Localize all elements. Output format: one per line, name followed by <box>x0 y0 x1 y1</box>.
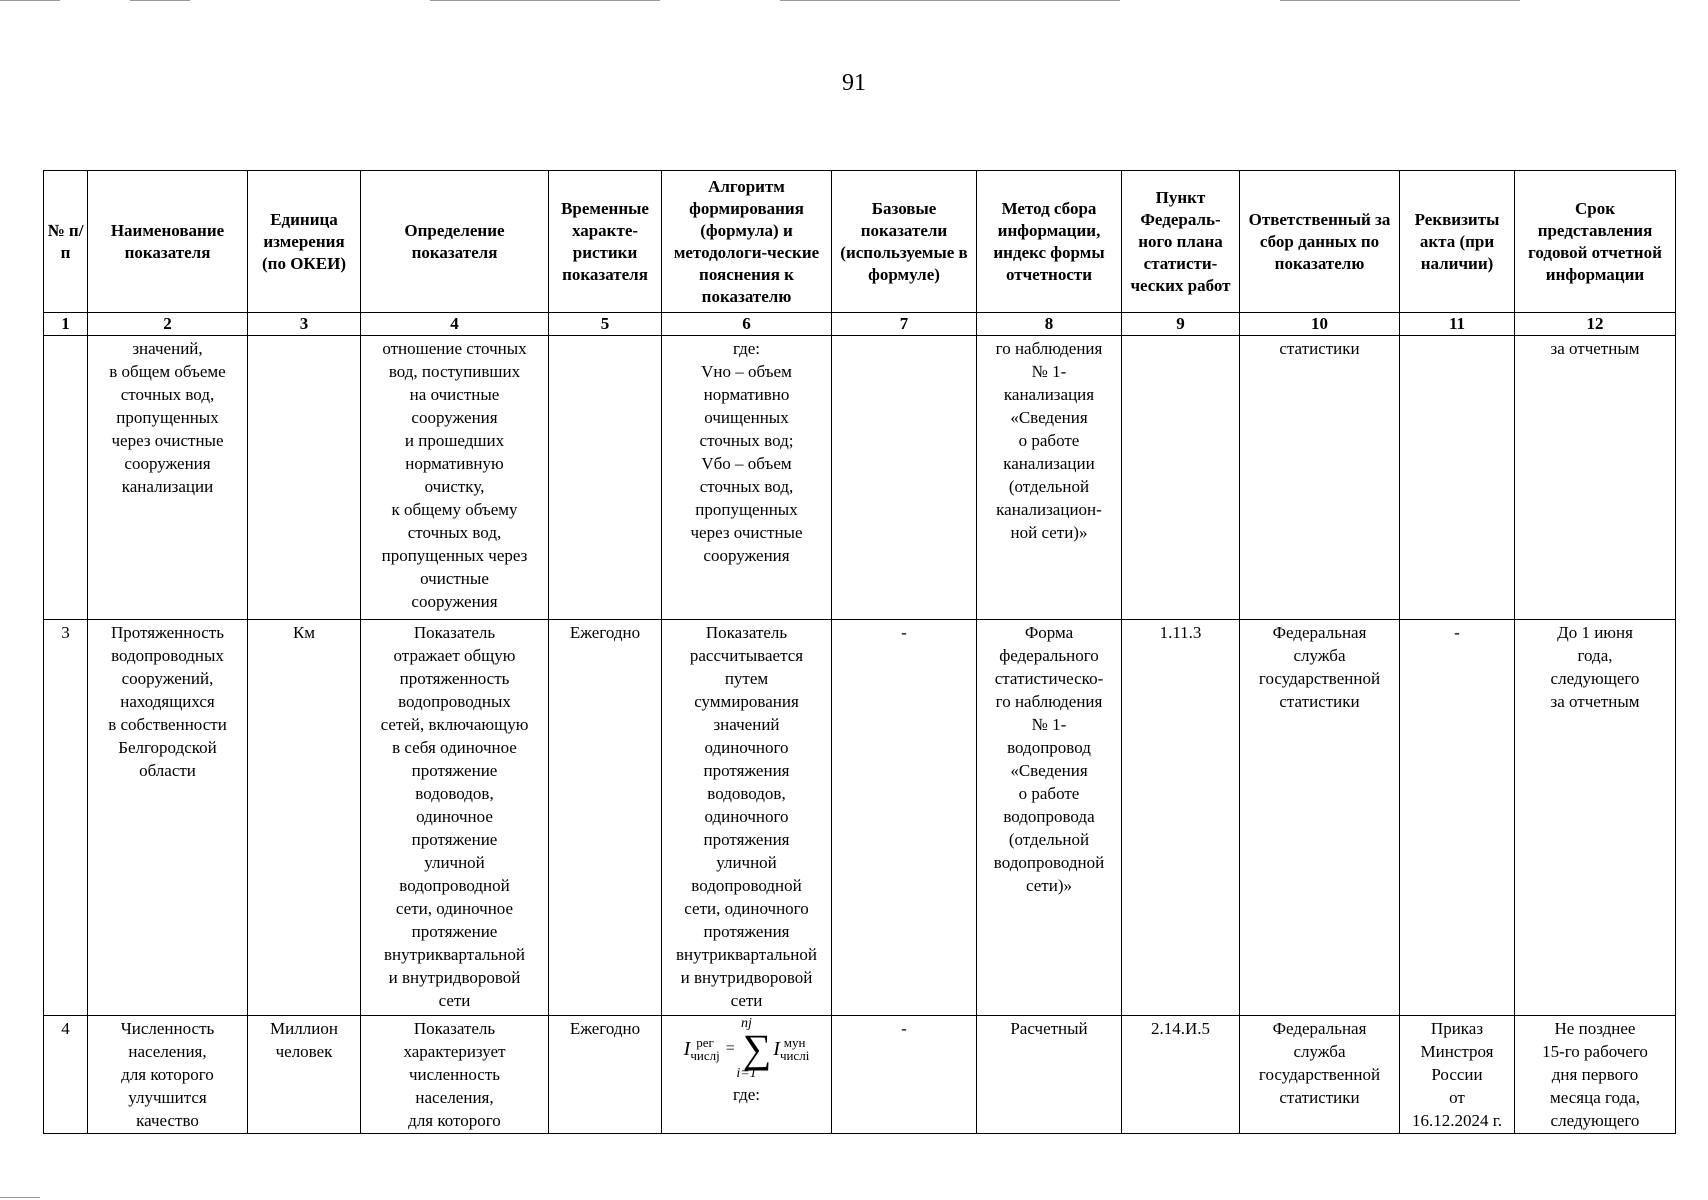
column-number: 2 <box>88 313 248 336</box>
column-number: 11 <box>1400 313 1515 336</box>
cell-method: Расчетный <box>977 1016 1122 1134</box>
cell-definition: Показатель отражает общую протяженность водопроводных сетей, включающую в себя одиночное протяжение водоводов, одиночное протяжение уличной водопроводной сети, одиночное протяжение внутриквартальной и внутридворовой сети <box>361 620 549 1016</box>
formula-rhs-sub: числi <box>779 1048 810 1063</box>
header-cell-algorithm: Алгоритм формирования (формула) и методологи-ческие пояснения к показателю <box>662 171 832 313</box>
formula-upper-limit: nj <box>741 1016 752 1031</box>
indicators-table <box>43 170 1676 1134</box>
table-row <box>44 620 1676 1016</box>
cell-name: Протяженность водопроводных сооружений, находящихся в собственности Белгородской области <box>88 620 248 1016</box>
formula-where-label: где: <box>732 1085 761 1104</box>
header-cell-time: Временные характе-ристики показателя <box>549 171 662 313</box>
header-cell-deadline: Срок представления годовой отчетной информации <box>1515 171 1676 313</box>
cell-plan <box>1122 336 1240 620</box>
column-number: 3 <box>248 313 361 336</box>
cell-algorithm: где: Vно – объем нормативно очищенных сточных вод; Vбо – объем сточных вод, пропущенных через очистные сооружения <box>662 336 832 620</box>
table-row <box>44 1016 1676 1134</box>
scan-artifact-line <box>430 0 660 1</box>
cell-unit: Км <box>248 620 361 1016</box>
cell-algorithm-formula <box>662 1016 832 1134</box>
header-cell-unit: Единица измерения (по ОКЕИ) <box>248 171 361 313</box>
cell-unit <box>248 336 361 620</box>
cell-method: Форма федерального статистическо- го наблюдения № 1- водопровод «Сведения о работе водопровода (отдельной водопроводной сети)» <box>977 620 1122 1016</box>
cell-definition: Показатель характеризует численность населения, для которого <box>361 1016 549 1134</box>
cell-deadline: Не позднее 15-го рабочего дня первого месяца года, следующего <box>1515 1016 1676 1134</box>
header-cell-base: Базовые показатели (используемые в формуле) <box>832 171 977 313</box>
cell-deadline: До 1 июня года, следующего за отчетным <box>1515 620 1676 1016</box>
formula-rhs-indices <box>780 1036 809 1062</box>
header-cell-plan: Пункт Федераль-ного плана статисти-ческих работ <box>1122 171 1240 313</box>
cell-time <box>549 336 662 620</box>
cell-plan: 2.14.И.5 <box>1122 1016 1240 1134</box>
header-cell-name: Наименование показателя <box>88 171 248 313</box>
formula-lower-limit: i=1 <box>736 1066 757 1081</box>
cell-name: Численность населения, для которого улучшится качество <box>88 1016 248 1134</box>
column-number: 4 <box>361 313 549 336</box>
column-number: 9 <box>1122 313 1240 336</box>
header-row <box>44 171 1676 313</box>
cell-algorithm: Показатель рассчитывается путем суммирования значений одиночного протяжения водоводов, одиночного протяжения уличной водопроводной сети, одиночного протяжения внутриквартальной и внутридворовой сети <box>662 620 832 1016</box>
column-number: 10 <box>1240 313 1400 336</box>
cell-method: го наблюдения № 1- канализация «Сведения о работе канализации (отдельной канализацион- ной сети)» <box>977 336 1122 620</box>
cell-no <box>44 336 88 620</box>
cell-time: Ежегодно <box>549 1016 662 1134</box>
sigma-symbol: ∑ <box>742 1026 772 1071</box>
column-number: 7 <box>832 313 977 336</box>
header-cell-no: № п/п <box>44 171 88 313</box>
column-number: 1 <box>44 313 88 336</box>
cell-base: - <box>832 620 977 1016</box>
formula-equals: = <box>725 1040 735 1057</box>
header-cell-act: Реквизиты акта (при наличии) <box>1400 171 1515 313</box>
column-number: 8 <box>977 313 1122 336</box>
header-cell-method: Метод сбора информации, индекс формы отчетности <box>977 171 1122 313</box>
sum-formula <box>664 1017 829 1106</box>
formula-lhs-symbol: I <box>683 1038 691 1060</box>
header-cell-definition: Определение показателя <box>361 171 549 313</box>
column-number: 6 <box>662 313 832 336</box>
formula-body <box>683 1026 810 1071</box>
header-cell-responsible: Ответственный за сбор данных по показателю <box>1240 171 1400 313</box>
scan-artifact-line <box>0 1197 40 1198</box>
cell-no: 3 <box>44 620 88 1016</box>
table-row <box>44 336 1676 620</box>
cell-unit: Миллион человек <box>248 1016 361 1134</box>
scan-artifact-line <box>780 0 1120 1</box>
formula-rhs-symbol: I <box>773 1038 780 1060</box>
scan-artifact-line <box>1280 0 1520 1</box>
cell-no: 4 <box>44 1016 88 1134</box>
cell-definition: отношение сточных вод, поступивших на очистные сооружения и прошедших нормативную очистку, к общему объему сточных вод, пропущенных через очистные сооружения <box>361 336 549 620</box>
cell-act <box>1400 336 1515 620</box>
column-number: 5 <box>549 313 662 336</box>
column-number: 12 <box>1515 313 1676 336</box>
page-number: 91 <box>842 70 866 96</box>
cell-responsible: Федеральная служба государственной статистики <box>1240 1016 1400 1134</box>
cell-deadline: за отчетным <box>1515 336 1676 620</box>
cell-name: значений, в общем объеме сточных вод, пропущенных через очистные сооружения канализации <box>88 336 248 620</box>
cell-responsible: Федеральная служба государственной статистики <box>1240 620 1400 1016</box>
scan-artifact-line <box>0 0 60 1</box>
formula-lhs-sup: рег <box>696 1035 714 1050</box>
scan-artifact-line <box>130 0 190 1</box>
formula-lhs-indices <box>690 1036 719 1062</box>
column-number-row <box>44 313 1676 336</box>
cell-time: Ежегодно <box>549 620 662 1016</box>
cell-base: - <box>832 1016 977 1134</box>
formula-rhs-sup: мун <box>783 1035 806 1050</box>
formula-lhs-sub: числj <box>690 1048 720 1063</box>
cell-act: - <box>1400 620 1515 1016</box>
cell-act: Приказ Минстроя России от 16.12.2024 г. <box>1400 1016 1515 1134</box>
cell-base <box>832 336 977 620</box>
cell-plan: 1.11.3 <box>1122 620 1240 1016</box>
cell-responsible: статистики <box>1240 336 1400 620</box>
